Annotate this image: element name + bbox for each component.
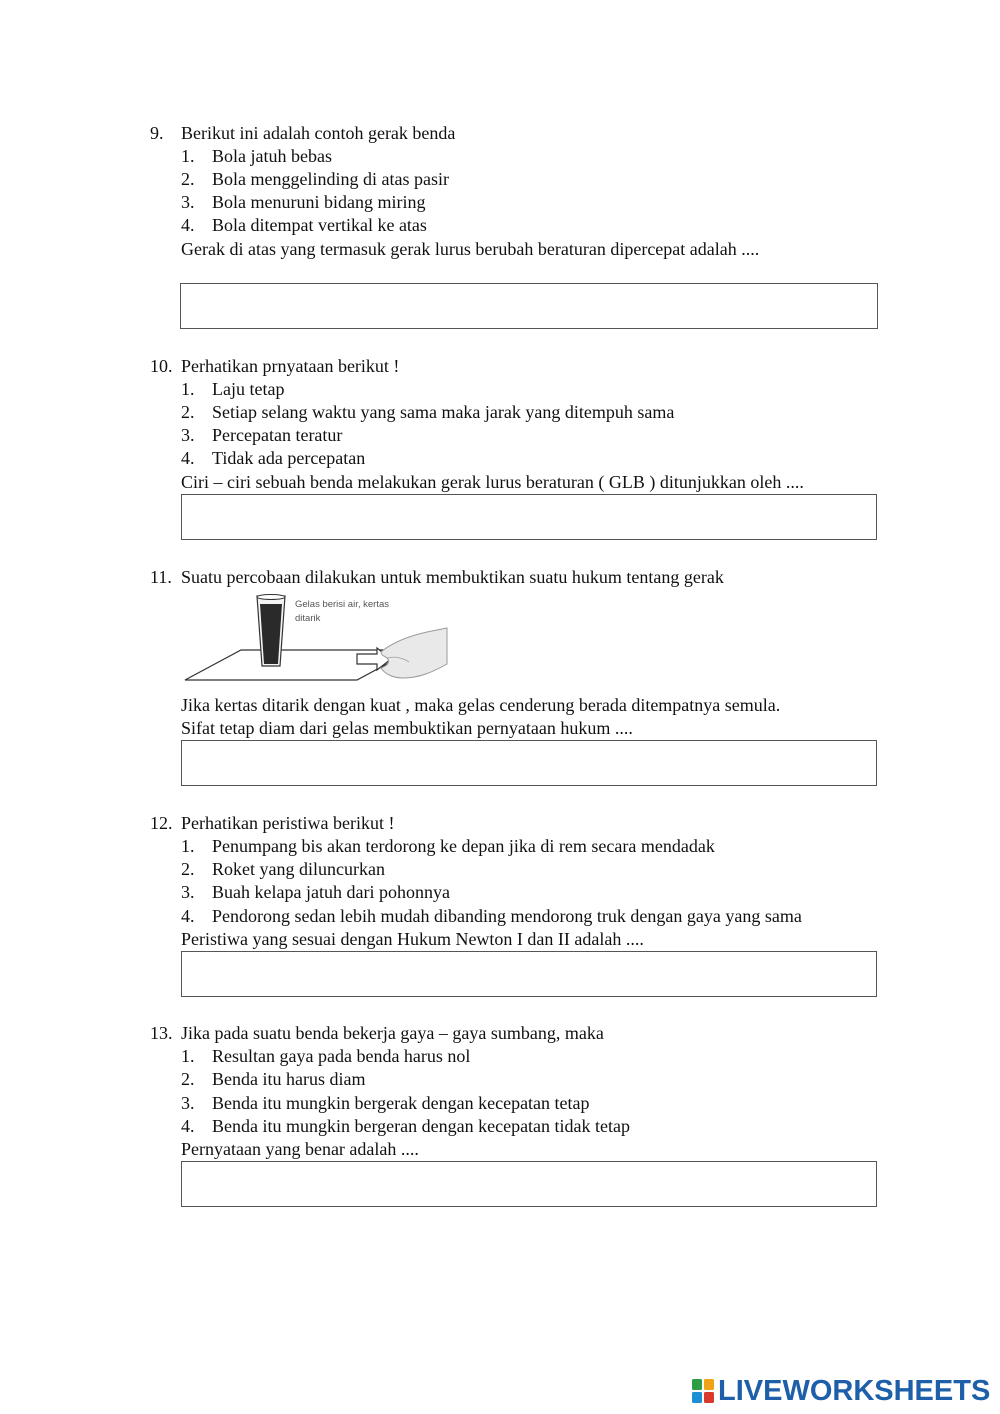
list-item: Bola jatuh bebas xyxy=(212,146,332,166)
answer-box-12[interactable] xyxy=(181,951,877,997)
question-number: 12. xyxy=(150,813,173,833)
answer-box-11[interactable] xyxy=(181,740,877,786)
liveworksheets-logo-text: LIVEWORKSHEETS xyxy=(718,1375,991,1407)
list-item-number: 2. xyxy=(181,169,195,189)
hand-image xyxy=(381,628,447,678)
list-item-number: 4. xyxy=(181,1116,195,1136)
list-item-number: 3. xyxy=(181,882,195,902)
list-item: Percepatan teratur xyxy=(212,425,343,445)
answer-box-13[interactable] xyxy=(181,1161,877,1207)
question-prompt: Ciri – ciri sebuah benda melakukan gerak lurus beraturan ( GLB ) ditunjukkan oleh .... xyxy=(181,472,804,492)
glass-rim xyxy=(257,595,285,600)
list-item: Bola menggelinding di atas pasir xyxy=(212,169,449,189)
question-number: 9. xyxy=(150,123,164,143)
list-item-number: 1. xyxy=(181,379,195,399)
figure-caption: ditarik xyxy=(295,613,321,624)
list-item: Resultan gaya pada benda harus nol xyxy=(212,1046,471,1066)
list-item: Tidak ada percepatan xyxy=(212,448,366,468)
question-prompt: Sifat tetap diam dari gelas membuktikan pernyataan hukum .... xyxy=(181,718,633,738)
list-item: Buah kelapa jatuh dari pohonnya xyxy=(212,882,450,902)
question-number: 13. xyxy=(150,1023,173,1043)
list-item-number: 3. xyxy=(181,425,195,445)
list-item-number: 1. xyxy=(181,836,195,856)
list-item-number: 4. xyxy=(181,906,195,926)
list-item: Laju tetap xyxy=(212,379,285,399)
question-prompt: Peristiwa yang sesuai dengan Hukum Newton I dan II adalah .... xyxy=(181,929,644,949)
answer-box-10[interactable] xyxy=(181,494,877,540)
list-item-number: 4. xyxy=(181,448,195,468)
list-item-number: 2. xyxy=(181,859,195,879)
question-number: 11. xyxy=(150,567,172,587)
list-item-number: 3. xyxy=(181,192,195,212)
list-item-number: 2. xyxy=(181,402,195,422)
list-item: Pendorong sedan lebih mudah dibanding mendorong truk dengan gaya yang sama xyxy=(212,906,802,926)
question-prompt: Gerak di atas yang termasuk gerak lurus berubah beraturan dipercepat adalah .... xyxy=(181,239,760,259)
liveworksheets-logo-icon xyxy=(692,1379,714,1403)
experiment-figure xyxy=(181,592,451,688)
list-item-number: 2. xyxy=(181,1069,195,1089)
list-item-number: 4. xyxy=(181,215,195,235)
list-item: Roket yang diluncurkan xyxy=(212,859,385,879)
list-item: Penumpang bis akan terdorong ke depan jika di rem secara mendadak xyxy=(212,836,715,856)
list-item: Benda itu harus diam xyxy=(212,1069,366,1089)
list-item: Bola ditempat vertikal ke atas xyxy=(212,215,427,235)
question-prompt: Pernyataan yang benar adalah .... xyxy=(181,1139,419,1159)
answer-box-9[interactable] xyxy=(180,283,878,329)
list-item: Setiap selang waktu yang sama maka jarak yang ditempuh sama xyxy=(212,402,675,422)
question-text: Suatu percobaan dilakukan untuk membuktikan suatu hukum tentang gerak xyxy=(181,567,724,587)
question-text: Perhatikan peristiwa berikut ! xyxy=(181,813,395,833)
figure-caption: Gelas berisi air, kertas xyxy=(295,599,389,610)
liveworksheets-logo[interactable] xyxy=(692,1376,990,1406)
list-item: Bola menuruni bidang miring xyxy=(212,192,426,212)
list-item: Benda itu mungkin bergeran dengan kecepatan tidak tetap xyxy=(212,1116,631,1136)
list-item-number: 1. xyxy=(181,146,195,166)
list-item: Benda itu mungkin bergerak dengan kecepatan tetap xyxy=(212,1093,590,1113)
question-text: Perhatikan prnyataan berikut ! xyxy=(181,356,400,376)
question-prompt: Jika kertas ditarik dengan kuat , maka gelas cenderung berada ditempatnya semula. xyxy=(181,695,781,715)
question-text: Jika pada suatu benda bekerja gaya – gaya sumbang, maka xyxy=(181,1023,604,1043)
question-text: Berikut ini adalah contoh gerak benda xyxy=(181,123,456,143)
question-number: 10. xyxy=(150,356,173,376)
list-item-number: 3. xyxy=(181,1093,195,1113)
list-item-number: 1. xyxy=(181,1046,195,1066)
